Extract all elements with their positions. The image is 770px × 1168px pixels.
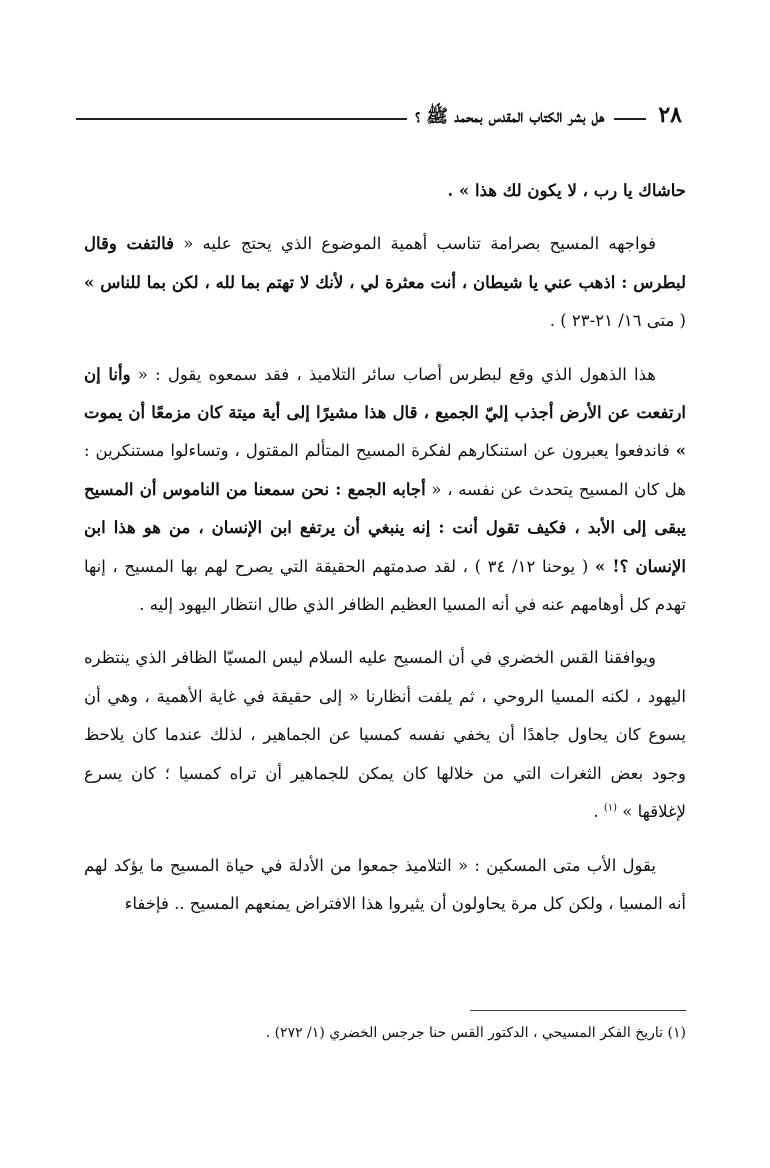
quote-text: وأنا إن ارتفعت عن الأرض أجذب إليّ الجميع ، قال هذا مشيرًا إلى أية ميتة كان مزمعًا أن يموت »: [84, 364, 686, 461]
footnote-marker: (١): [603, 802, 617, 814]
running-header: [76, 96, 682, 126]
paragraph-text: فاندفعوا يعبرون عن استنكارهم لفكرة المسيح المتألم المقتول ، وتساءلوا مستنكرين : هل كان المسيح يتحدث عن نفسه ، «: [84, 441, 687, 499]
quote-text: أجابه الجمع : نحن سمعنا من الناموس أن المسيح يبقى إلى الأبد ، فكيف تقول أنت : إنه ينبغي أن يرتفع ابن الإنسان ، من هو هذا ابن الإنسان ؟! »: [84, 479, 686, 576]
quote-text: حاشاك يا رب ، لا يكون لك هذا » .: [447, 181, 686, 200]
paragraph: [84, 172, 686, 210]
header-short-rule: [614, 118, 646, 120]
paragraph-text: فواجهه المسيح بصرامة تناسب أهمية الموضوع الذي يحتج عليه «: [174, 234, 656, 254]
paragraph-text: يقول الأب متى المسكين : « التلاميذ جمعوا من الأدلة في حياة المسيح ما يؤكد لهم أنه المسيا ، ولكن كل مرة يحاولون أن يثيروا هذا الافتراض يمنعهم المسيح .. فإخفاء: [84, 855, 686, 913]
quote-text: فالتفت وقال لبطرس : اذهب عني يا شيطان ، أنت معثرة لي ، لأنك لا تهتم بما لله ، لكن بما للناس »: [84, 234, 686, 292]
body-text: [84, 172, 686, 938]
paragraph: [84, 639, 686, 831]
paragraph-text: .: [593, 802, 604, 822]
paragraph-text: ( متى ١٦/ ٢١-٢٣ ) .: [549, 311, 686, 331]
page-number: ٢٨: [658, 102, 682, 128]
footnote: (١) تاريخ الفكر المسيحي ، الدكتور القس حنا جرجس الخضري (١/ ٢٧٢) .: [265, 1025, 686, 1041]
header-rule: [76, 118, 407, 120]
running-title: هل بشر الكتاب المقدس بمحمد ﷺ ؟: [415, 106, 605, 127]
paragraph: [84, 847, 686, 924]
paragraph-text: ويوافقنا القس الخضري في أن المسيح عليه السلام ليس المسيّا الظافر الذي ينتظره اليهود ، لكنه المسيا الروحي ، ثم يلفت أنظارنا « إلى حقيقة في غاية الأهمية ، وهي أن يسوع كان يحاول جاهدًا أن يخفي نفسه كمسيا عن الجماهير ، لذلك عندما كان يلاحظ وجود بعض الثغرات التي من خلالها كان يمكن للجماهير أن تراه كمسيا ؛ كان يسرع لإغلاقها »: [84, 648, 686, 822]
paragraph: [84, 356, 686, 625]
paragraph: [84, 225, 686, 340]
paragraph-text: هذا الذهول الذي وقع لبطرس أصاب سائر التلاميذ ، فقد سمعوه يقول : «: [130, 364, 656, 384]
paragraph-text: ( يوحنا ١٢/ ٣٤ ) ، لقد صدمتهم الحقيقة التي يصرح لهم بها المسيح ، إنها تهدم كل أوهامهم عنه في أنه المسيا العظيم الظافر الذي طال انتظار اليهود إليه .: [84, 556, 686, 615]
footnote-rule: [470, 1010, 686, 1011]
